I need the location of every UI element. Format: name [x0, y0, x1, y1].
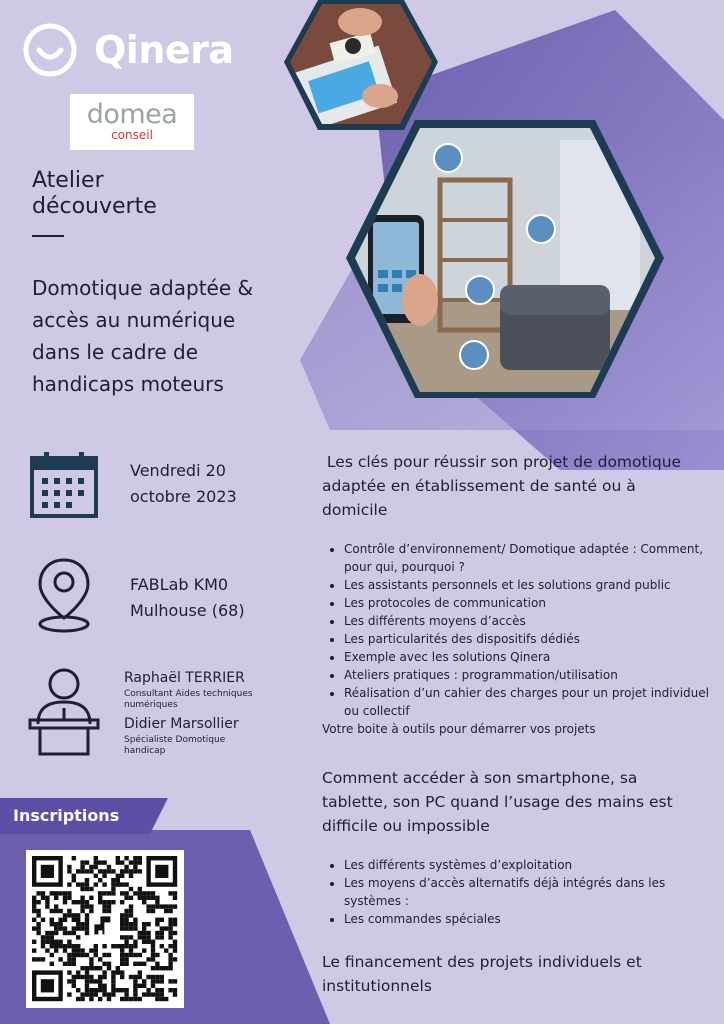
domea-sub-text: conseil [111, 128, 153, 142]
heading-line: Les clés pour réussir son projet de domotique [322, 453, 682, 471]
qr-code-graphic [26, 850, 184, 1008]
domea-main-text: domea [86, 99, 178, 130]
speaker-role: Spécialiste Domotique [124, 735, 226, 745]
registration-banner [0, 798, 168, 834]
location-pin-icon [34, 556, 94, 636]
list-item: • Les commandes spéciales [344, 910, 722, 928]
section-1-footer: Votre boite à outils pour démarrer vos projets [322, 722, 596, 736]
brand-name: Qinera [94, 28, 234, 72]
list-item: • Les différents systèmes d’exploitation [344, 856, 722, 874]
heading-line: adaptée en établissement de santé ou à [322, 477, 636, 495]
speaker-2 [124, 716, 239, 757]
section-3-heading [322, 950, 722, 998]
section-1-heading [322, 450, 722, 522]
title-line-2: découverte [32, 194, 157, 219]
domea-logo [70, 94, 194, 150]
speaker-role: Consultant Aides techniques [124, 689, 253, 699]
section-1-list [322, 540, 722, 720]
subject-line: handicaps moteurs [32, 372, 224, 396]
calendar-icon [30, 450, 98, 518]
date-line-2: octobre 2023 [130, 487, 237, 506]
list-item: • Contrôle d’environnement/ Domotique adaptée : Comment, pour qui, pourquoi ? [344, 540, 722, 576]
qinera-logo [22, 22, 234, 78]
place-line-2: Mulhouse (68) [130, 601, 245, 620]
event-date [130, 458, 237, 510]
section-2 [322, 766, 722, 928]
qr-code[interactable] [26, 850, 184, 1008]
speaker-name: Raphaël TERRIER [124, 670, 245, 686]
list-item: • Les assistants personnels et les solutions grand public [344, 576, 722, 594]
list-item: • Réalisation d’un cahier des charges pour un projet individuel ou collectif [344, 684, 722, 720]
subject-line: dans le cadre de [32, 340, 199, 364]
page-title [32, 168, 157, 220]
speaker-role: numériques [124, 700, 178, 710]
list-item: • Les protocoles de communication [344, 594, 722, 612]
heading-line: Comment accéder à son smartphone, sa [322, 769, 638, 787]
list-item: • Exemple avec les solutions Qinera [344, 648, 722, 666]
subject-line: accès au numérique [32, 308, 236, 332]
list-item: • Les particularités des dispositifs dédiés [344, 630, 722, 648]
list-item: • Ateliers pratiques : programmation/utilisation [344, 666, 722, 684]
date-line-1: Vendredi 20 [130, 461, 226, 480]
speaker-role: handicap [124, 746, 166, 756]
place-line-1: FABLab KM0 [130, 575, 229, 594]
smile-logo-icon [22, 22, 78, 78]
subject-line: Domotique adaptée & [32, 276, 254, 300]
heading-line: institutionnels [322, 977, 432, 995]
heading-line: tablette, son PC quand l’usage des mains est [322, 793, 673, 811]
section-2-list [322, 856, 722, 928]
section-1 [322, 450, 722, 738]
section-2-heading [322, 766, 722, 838]
heading-line: domicile [322, 501, 388, 519]
event-location [130, 572, 245, 624]
list-item: • Les différents moyens d’accès [344, 612, 722, 630]
title-divider [32, 235, 64, 237]
registration-label: Inscriptions [13, 806, 120, 825]
heading-line: difficile ou impossible [322, 817, 490, 835]
title-line-1: Atelier [32, 168, 104, 193]
workshop-subject [32, 272, 253, 400]
heading-line: Le financement des projets individuels et [322, 953, 642, 971]
speaker-podium-icon [26, 664, 102, 756]
list-item: • Les moyens d’accès alternatifs déjà intégrés dans les systèmes : [344, 874, 722, 910]
speaker-name: Didier Marsollier [124, 716, 239, 732]
speaker-1 [124, 670, 253, 711]
